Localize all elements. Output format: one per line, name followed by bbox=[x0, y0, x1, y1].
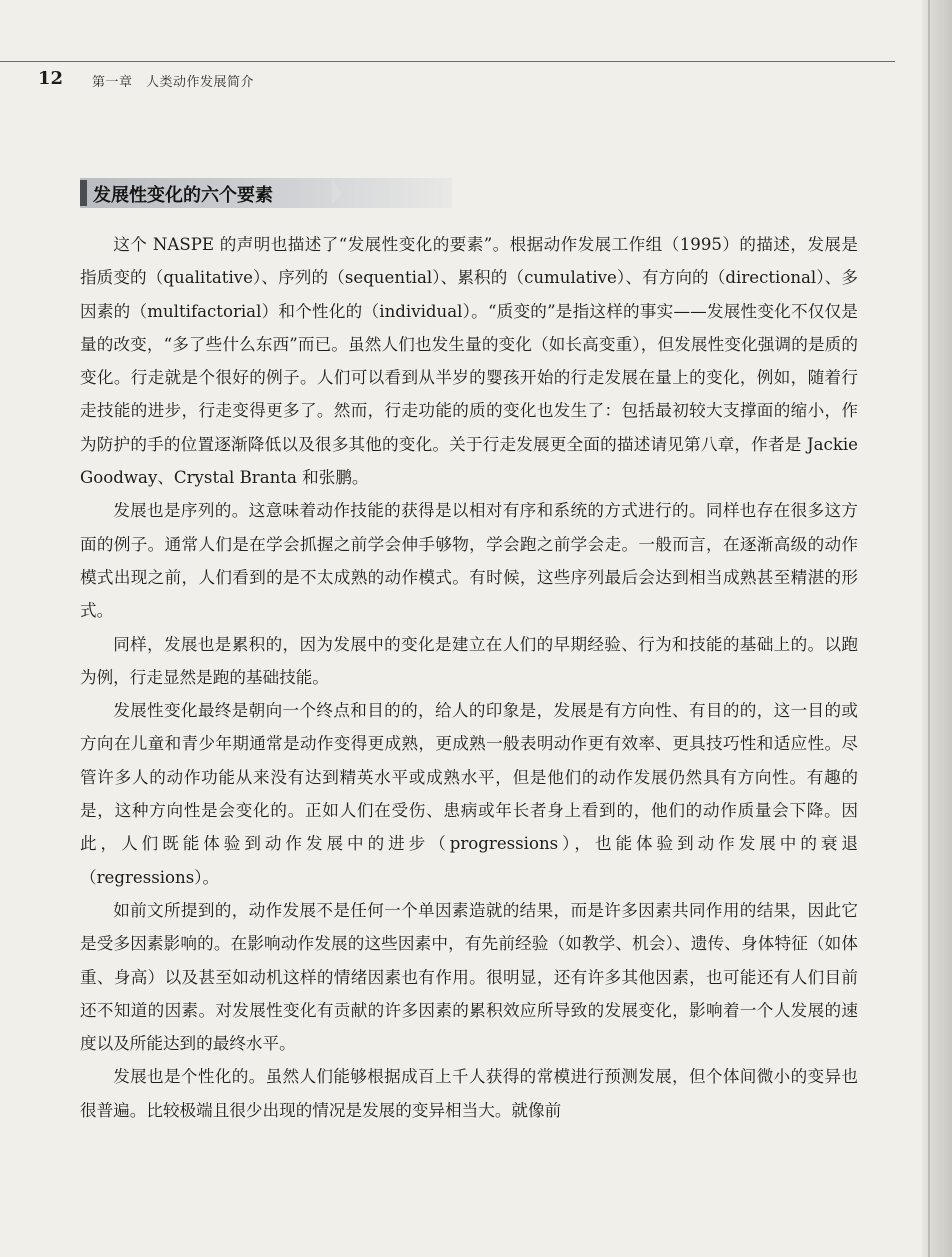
section-heading-arrow bbox=[332, 181, 342, 205]
paragraph-individual: 发展也是个性化的。虽然人们能够根据成百上千人获得的常模进行预测发展，但个体间微小的变异也很普遍。比较极端且很少出现的情况是发展的变异相当大。就像前 bbox=[80, 1067, 858, 1120]
page-number: 12 bbox=[38, 68, 64, 89]
section-heading bbox=[80, 178, 452, 208]
paragraph-sequential: 发展也是序列的。这意味着动作技能的获得是以相对有序和系统的方式进行的。同样也存在很多这方面的例子。通常人们是在学会抓握之前学会伸手够物，学会跑之前学会走。一般而言，在逐渐高级的动作模式出现之前，人们看到的是不太成熟的动作模式。有时候，这些序列最后会达到相当成熟甚至精湛的形式。 bbox=[80, 501, 858, 621]
header-rule bbox=[0, 61, 895, 62]
page-edge-shadow bbox=[922, 0, 952, 1257]
paragraph-qualitative: 这个 NASPE 的声明也描述了“发展性变化的要素”。根据动作发展工作组（1995）的描述，发展是指质变的（qualitative）、序列的（sequential）、累积的（cumulative）、有方向的（directional）、多因素的（multifactorial）和个性化的（individual）。“质变的”是指这样的事实——发展性变化不仅仅是量的改变，“多了些什么东西”而已。虽然人们也发生量的变化（如长高变重），但发展性变化强调的是质的变化。行走就是个很好的例子。人们可以看到从半岁的婴孩开始的行走发展在量上的变化，例如，随着行走技能的进步，行走变得更多了。然而，行走功能的质的变化也发生了：包括最初较大支撑面的缩小，作为防护的手的位置逐渐降低以及很多其他的变化。关于行走发展更全面的描述请见第八章，作者是 Jackie Goodway、Crystal Branta 和张鹏。 bbox=[80, 235, 858, 488]
body-text bbox=[80, 228, 858, 1127]
section-title: 发展性变化的六个要素 bbox=[93, 185, 273, 206]
running-header bbox=[0, 58, 915, 96]
section-heading-bar bbox=[80, 180, 87, 206]
paragraph-multifactorial: 如前文所提到的，动作发展不是任何一个单因素造就的结果，而是许多因素共同作用的结果，因此它是受多因素影响的。在影响动作发展的这些因素中，有先前经验（如教学、机会）、遗传、身体特征（如体重、身高）以及甚至如动机这样的情绪因素也有作用。很明显，还有许多其他因素，也可能还有人们目前还不知道的因素。对发展性变化有贡献的许多因素的累积效应所导致的发展变化，影响着一个人发展的速度以及所能达到的最终水平。 bbox=[80, 900, 858, 1054]
chapter-title: 第一章 人类动作发展简介 bbox=[92, 75, 255, 90]
paragraph-directional: 发展性变化最终是朝向一个终点和目的的，给人的印象是，发展是有方向性、有目的的，这一目的或方向在儿童和青少年期通常是动作变得更成熟，更成熟一般表明动作更有效率、更具技巧性和适应性。尽管许多人的动作功能从来没有达到精英水平或成熟水平，但是他们的动作发展仍然具有方向性。有趣的是，这种方向性是会变化的。正如人们在受伤、患病或年长者身上看到的，他们的动作质量会下降。因此，人们既能体验到动作发展中的进步（progressions），也能体验到动作发展中的衰退（regressions）。 bbox=[80, 701, 858, 887]
paragraph-cumulative: 同样，发展也是累积的，因为发展中的变化是建立在人们的早期经验、行为和技能的基础上的。以跑为例，行走显然是跑的基础技能。 bbox=[80, 634, 858, 687]
